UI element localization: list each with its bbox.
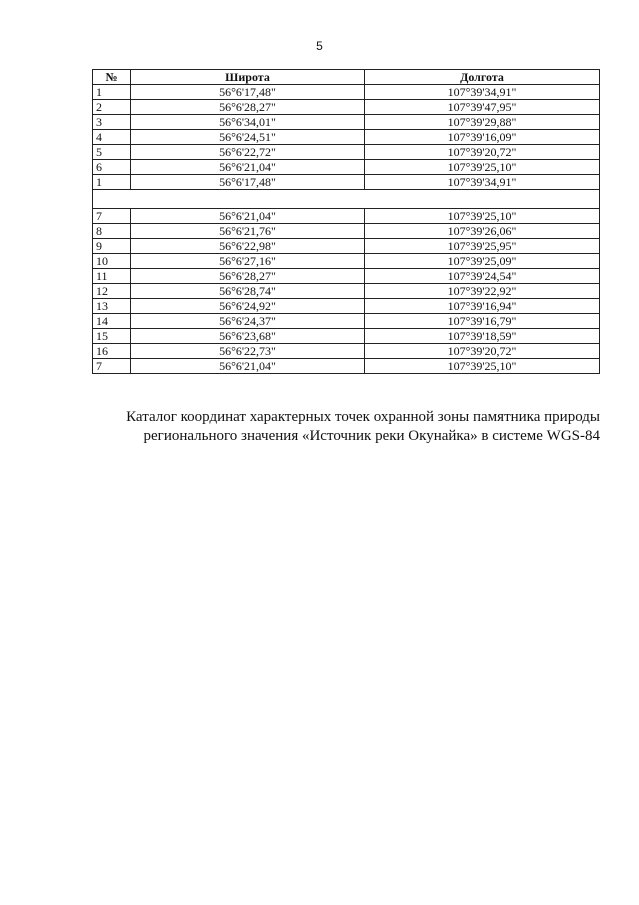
latitude-cell: 56°6'24,51" [131,130,365,145]
table-row [93,209,600,224]
table-row [93,175,600,190]
point-number-cell: 15 [93,329,131,344]
point-number-cell: 7 [93,209,131,224]
table-row [93,224,600,239]
point-number-cell: 5 [93,145,131,160]
table-separator-row [93,190,600,209]
table-row [93,239,600,254]
table-row [93,100,600,115]
latitude-cell: 56°6'22,98" [131,239,365,254]
latitude-cell: 56°6'21,04" [131,359,365,374]
header-longitude: Долгота [365,70,600,85]
table-caption [100,408,600,446]
longitude-cell: 107°39'47,95" [365,100,600,115]
point-number-cell: 4 [93,130,131,145]
table-row [93,145,600,160]
longitude-cell: 107°39'29,88" [365,115,600,130]
longitude-cell: 107°39'25,10" [365,359,600,374]
latitude-cell: 56°6'28,74" [131,284,365,299]
latitude-cell: 56°6'28,27" [131,100,365,115]
longitude-cell: 107°39'24,54" [365,269,600,284]
longitude-cell: 107°39'20,72" [365,344,600,359]
table-row [93,299,600,314]
point-number-cell: 8 [93,224,131,239]
table-row [93,284,600,299]
longitude-cell: 107°39'16,09" [365,130,600,145]
latitude-cell: 56°6'21,04" [131,209,365,224]
longitude-cell: 107°39'25,09" [365,254,600,269]
latitude-cell: 56°6'23,68" [131,329,365,344]
longitude-cell: 107°39'20,72" [365,145,600,160]
point-number-cell: 13 [93,299,131,314]
point-number-cell: 11 [93,269,131,284]
header-number: № [93,70,131,85]
point-number-cell: 1 [93,85,131,100]
table-row [93,314,600,329]
caption-line-1: Каталог координат характерных точек охранной зоны памятника природы [126,409,600,425]
longitude-cell: 107°39'16,79" [365,314,600,329]
table-separator [93,190,600,209]
table-row [93,85,600,100]
point-number-cell: 14 [93,314,131,329]
table-row [93,130,600,145]
longitude-cell: 107°39'16,94" [365,299,600,314]
table-row [93,254,600,269]
page-number: 5 [316,39,323,53]
latitude-cell: 56°6'24,92" [131,299,365,314]
latitude-cell: 56°6'22,73" [131,344,365,359]
latitude-cell: 56°6'21,76" [131,224,365,239]
longitude-cell: 107°39'25,95" [365,239,600,254]
longitude-cell: 107°39'22,92" [365,284,600,299]
latitude-cell: 56°6'21,04" [131,160,365,175]
table-row [93,359,600,374]
header-latitude: Широта [131,70,365,85]
table-row [93,329,600,344]
table-row [93,269,600,284]
table-row [93,115,600,130]
point-number-cell: 3 [93,115,131,130]
table-group-2 [93,209,600,374]
table-row [93,160,600,175]
longitude-cell: 107°39'26,06" [365,224,600,239]
table-row [93,344,600,359]
longitude-cell: 107°39'34,91" [365,85,600,100]
latitude-cell: 56°6'17,48" [131,85,365,100]
latitude-cell: 56°6'28,27" [131,269,365,284]
latitude-cell: 56°6'27,16" [131,254,365,269]
longitude-cell: 107°39'34,91" [365,175,600,190]
latitude-cell: 56°6'24,37" [131,314,365,329]
table-group-1 [93,85,600,190]
point-number-cell: 10 [93,254,131,269]
point-number-cell: 6 [93,160,131,175]
latitude-cell: 56°6'34,01" [131,115,365,130]
coordinates-table [92,69,600,374]
point-number-cell: 9 [93,239,131,254]
caption-line-2: регионального значения «Источник реки Окунайка» в системе WGS-84 [143,428,600,444]
longitude-cell: 107°39'25,10" [365,209,600,224]
point-number-cell: 1 [93,175,131,190]
longitude-cell: 107°39'25,10" [365,160,600,175]
latitude-cell: 56°6'22,72" [131,145,365,160]
point-number-cell: 2 [93,100,131,115]
latitude-cell: 56°6'17,48" [131,175,365,190]
point-number-cell: 12 [93,284,131,299]
longitude-cell: 107°39'18,59" [365,329,600,344]
point-number-cell: 7 [93,359,131,374]
point-number-cell: 16 [93,344,131,359]
table-header-row [93,70,600,85]
